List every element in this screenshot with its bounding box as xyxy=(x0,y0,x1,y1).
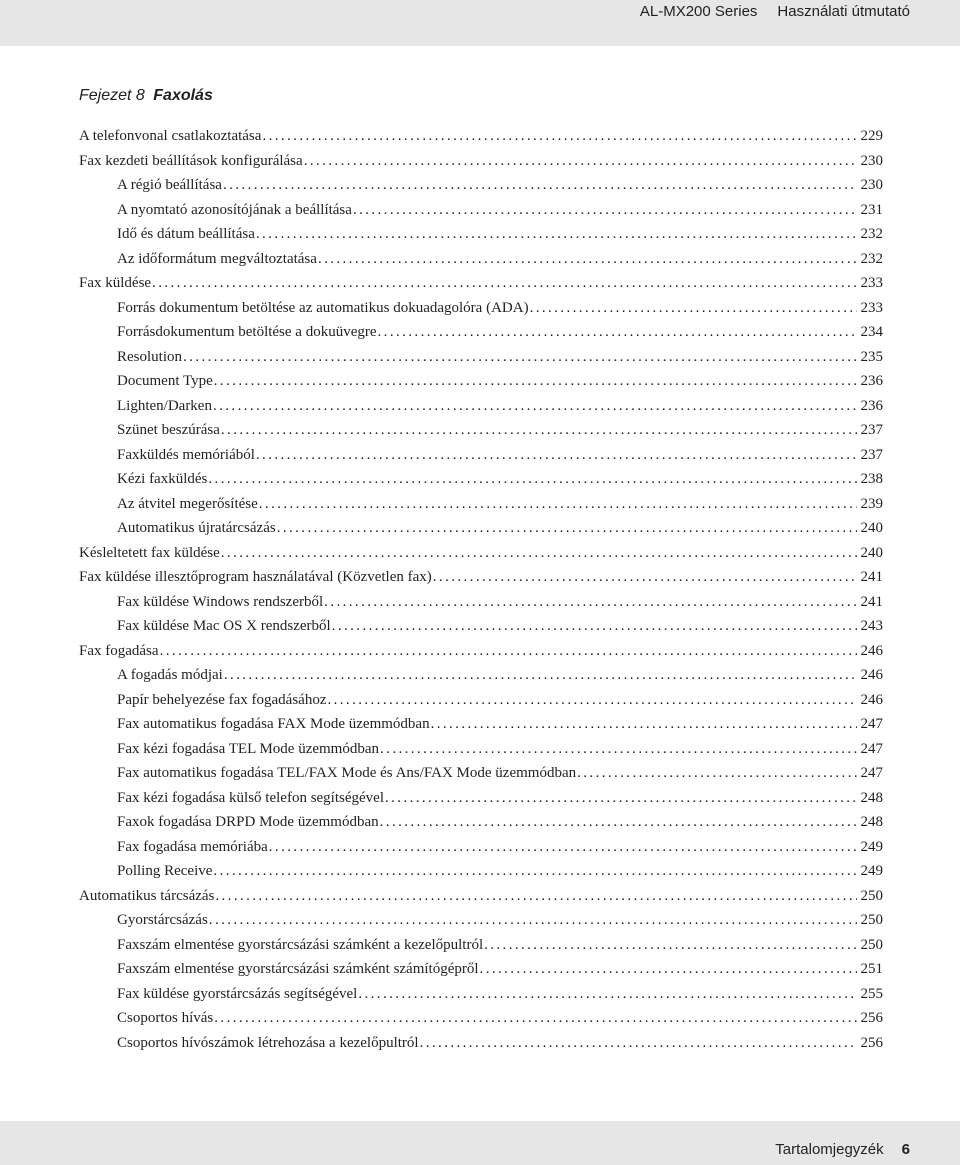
toc-leader-dots xyxy=(480,957,857,982)
toc-entry-title: Faxszám elmentése gyorstárcsázási számként számítógépről xyxy=(117,961,479,977)
toc-entry[interactable] xyxy=(79,394,883,419)
toc-leader-dots xyxy=(214,1006,856,1031)
toc-entry-page: 256 xyxy=(860,1034,883,1051)
toc-entry-title: Automatikus tárcsázás xyxy=(79,887,215,904)
toc-entry[interactable] xyxy=(79,247,883,272)
toc-entry[interactable] xyxy=(79,467,883,492)
toc-entry-title: Idő és dátum beállítása xyxy=(117,226,255,242)
toc-leader-dots xyxy=(318,247,857,272)
toc-entry-title: Fax küldése illesztőprogram használatával (Közvetlen fax) xyxy=(79,569,432,585)
toc-entry-title: Faxok fogadása DRPD Mode üzemmódban xyxy=(117,814,379,830)
toc-entry-page: 237 xyxy=(860,422,883,438)
toc-entry[interactable] xyxy=(79,516,883,541)
toc-leader-dots xyxy=(332,614,857,639)
toc-entry-title: Fax kézi fogadása külső telefon segítségével xyxy=(117,789,384,806)
toc-entry[interactable] xyxy=(79,541,883,566)
toc-entry-title: A telefonvonal csatlakoztatása xyxy=(79,128,262,144)
toc-leader-dots xyxy=(380,737,856,762)
toc-entry-title: Automatikus újratárcsázás xyxy=(117,520,276,536)
toc-entry-title: Kézi faxküldés xyxy=(117,471,208,487)
toc-entry[interactable] xyxy=(79,345,883,370)
toc-entry[interactable] xyxy=(79,908,883,933)
toc-leader-dots xyxy=(269,835,857,860)
toc-entry-page: 246 xyxy=(860,691,883,708)
toc-entry-page: 250 xyxy=(860,912,883,928)
toc-entry-title: Szünet beszúrása xyxy=(117,422,220,438)
toc-entry-title: Fax fogadása xyxy=(79,642,159,659)
toc-leader-dots xyxy=(380,810,857,835)
toc-leader-dots xyxy=(484,933,856,958)
toc-entry[interactable] xyxy=(79,761,883,786)
toc-entry[interactable] xyxy=(79,1006,883,1031)
toc-entry[interactable] xyxy=(79,173,883,198)
toc-leader-dots xyxy=(577,761,856,786)
toc-entry-title: Fax küldése xyxy=(79,275,152,291)
toc-entry-title: A régió beállítása xyxy=(117,177,222,193)
toc-entry-page: 240 xyxy=(860,520,883,536)
toc-entry-title: Az átvitel megerősítése xyxy=(117,495,258,512)
toc-leader-dots xyxy=(358,982,856,1007)
toc-entry-title: Faxküldés memóriából xyxy=(117,446,255,463)
toc-entry-title: Papír behelyezése fax fogadásához xyxy=(117,691,327,708)
toc-entry-title: Polling Receive xyxy=(117,863,213,879)
toc-entry[interactable] xyxy=(79,590,883,615)
toc-entry-page: 229 xyxy=(860,128,883,144)
toc-entry-page: 241 xyxy=(860,569,883,585)
toc-leader-dots xyxy=(259,492,857,517)
footer-section: Tartalomjegyzék xyxy=(775,1140,884,1158)
toc-entry-page: 235 xyxy=(860,348,883,365)
toc-entry-page: 248 xyxy=(860,814,883,830)
toc-leader-dots xyxy=(530,296,857,321)
toc-leader-dots xyxy=(213,394,857,419)
toc-entry-title: Fax kezdeti beállítások konfigurálása xyxy=(79,152,303,169)
toc-entry-page: 256 xyxy=(860,1010,883,1026)
toc-leader-dots xyxy=(224,663,857,688)
toc-entry-page: 247 xyxy=(860,740,883,757)
toc-entry[interactable] xyxy=(79,198,883,223)
footer-page-number: 6 xyxy=(901,1140,910,1158)
toc-entry-title: Fax küldése gyorstárcsázás segítségével xyxy=(117,985,358,1002)
toc-entry-page: 255 xyxy=(860,985,883,1002)
toc-leader-dots xyxy=(304,149,857,174)
toc-entry-page: 248 xyxy=(860,789,883,806)
toc-entry-page: 239 xyxy=(860,495,883,512)
page-footer xyxy=(0,1121,960,1165)
toc-entry-page: 230 xyxy=(860,177,883,193)
toc-entry[interactable] xyxy=(79,320,883,345)
toc-leader-dots xyxy=(431,712,857,737)
toc-entry-title: Fax kézi fogadása TEL Mode üzemmódban xyxy=(117,740,380,757)
toc-leader-dots xyxy=(214,369,857,394)
toc-entry[interactable] xyxy=(79,957,883,982)
toc-entry-title: Az időformátum megváltoztatása xyxy=(117,250,317,267)
toc-entry-page: 234 xyxy=(860,324,883,340)
toc-entry-title: A nyomtató azonosítójának a beállítása xyxy=(117,201,352,218)
toc-leader-dots xyxy=(327,688,856,713)
toc-entry[interactable] xyxy=(79,124,883,149)
toc-entry[interactable] xyxy=(79,810,883,835)
footer-text xyxy=(775,1139,910,1159)
toc-entry[interactable] xyxy=(79,222,883,247)
toc-entry-page: 249 xyxy=(860,838,883,855)
toc-entry[interactable] xyxy=(79,565,883,590)
toc-entry-title: Gyorstárcsázás xyxy=(117,912,208,928)
chapter-heading xyxy=(79,87,213,105)
toc-entry-page: 249 xyxy=(860,863,883,879)
toc-entry-page: 246 xyxy=(860,667,883,683)
toc-entry-title: Forrás dokumentum betöltése az automatikus dokuadagolóra (ADA) xyxy=(117,299,529,316)
toc-entry-title: Document Type xyxy=(117,373,213,389)
chapter-name: Faxolás xyxy=(153,87,213,104)
toc-entry-title: Fax automatikus fogadása TEL/FAX Mode és Ans/FAX Mode üzemmódban xyxy=(117,765,577,781)
toc-leader-dots xyxy=(277,516,857,541)
toc-entry[interactable] xyxy=(79,296,883,321)
toc-entry[interactable] xyxy=(79,663,883,688)
toc-entry[interactable] xyxy=(79,712,883,737)
toc-leader-dots xyxy=(353,198,857,223)
toc-leader-dots xyxy=(420,1031,857,1056)
toc-entry-page: 241 xyxy=(860,593,883,610)
chapter-label: Fejezet 8 xyxy=(79,87,145,104)
toc-entry[interactable] xyxy=(79,369,883,394)
toc-entry-page: 236 xyxy=(860,373,883,389)
toc-entry-title: Forrásdokumentum betöltése a dokuüvegre xyxy=(117,324,377,340)
toc-leader-dots xyxy=(160,639,857,664)
toc-leader-dots xyxy=(256,443,857,468)
toc-entry[interactable] xyxy=(79,786,883,811)
toc-entry-page: 232 xyxy=(860,226,883,242)
toc-entry[interactable] xyxy=(79,933,883,958)
toc-entry-page: 250 xyxy=(860,936,883,953)
toc-entry-page: 233 xyxy=(860,299,883,316)
toc-entry-title: Resolution xyxy=(117,348,183,365)
toc-entry-page: 247 xyxy=(860,716,883,732)
toc-entry-page: 240 xyxy=(860,544,883,561)
page-header xyxy=(0,0,960,46)
header-text xyxy=(640,0,910,22)
toc-leader-dots xyxy=(213,859,856,884)
toc-entry[interactable] xyxy=(79,443,883,468)
toc-leader-dots xyxy=(324,590,856,615)
toc-entry[interactable] xyxy=(79,1031,883,1056)
toc-leader-dots xyxy=(262,124,856,149)
toc-entry-page: 236 xyxy=(860,397,883,414)
header-doc-title: Használati útmutató xyxy=(777,2,910,20)
toc-leader-dots xyxy=(183,345,856,370)
toc-entry-title: Faxszám elmentése gyorstárcsázási számként a kezelőpultról xyxy=(117,936,484,953)
toc-entry[interactable] xyxy=(79,149,883,174)
toc-entry[interactable] xyxy=(79,271,883,296)
table-of-contents xyxy=(79,124,883,1055)
toc-entry-title: Csoportos hívószámok létrehozása a kezelőpultról xyxy=(117,1034,419,1051)
toc-leader-dots xyxy=(209,908,857,933)
toc-entry[interactable] xyxy=(79,639,883,664)
toc-entry-page: 233 xyxy=(860,275,883,291)
toc-entry-title: Fax küldése Windows rendszerből xyxy=(117,593,324,610)
toc-entry[interactable] xyxy=(79,737,883,762)
toc-entry-page: 237 xyxy=(860,446,883,463)
toc-entry[interactable] xyxy=(79,614,883,639)
toc-entry[interactable] xyxy=(79,688,883,713)
toc-entry[interactable] xyxy=(79,418,883,443)
toc-leader-dots xyxy=(152,271,856,296)
toc-entry-page: 247 xyxy=(860,765,883,781)
toc-entry[interactable] xyxy=(79,835,883,860)
toc-leader-dots xyxy=(385,786,857,811)
toc-entry[interactable] xyxy=(79,884,883,909)
toc-leader-dots xyxy=(221,418,857,443)
toc-entry-page: 243 xyxy=(860,618,883,634)
toc-leader-dots xyxy=(215,884,856,909)
header-product: AL-MX200 Series xyxy=(639,2,758,20)
toc-leader-dots xyxy=(433,565,857,590)
toc-leader-dots xyxy=(221,541,857,566)
toc-entry-page: 238 xyxy=(860,471,883,487)
toc-entry-page: 230 xyxy=(860,152,883,169)
toc-entry-title: Lighten/Darken xyxy=(117,397,212,414)
toc-entry[interactable] xyxy=(79,982,883,1007)
toc-entry-title: Fax automatikus fogadása FAX Mode üzemmódban xyxy=(117,716,430,732)
toc-entry-page: 250 xyxy=(860,887,883,904)
toc-entry-title: A fogadás módjai xyxy=(117,667,223,683)
toc-leader-dots xyxy=(208,467,856,492)
toc-entry-title: Fax küldése Mac OS X rendszerből xyxy=(117,618,331,634)
toc-entry[interactable] xyxy=(79,492,883,517)
toc-leader-dots xyxy=(256,222,857,247)
toc-entry-page: 251 xyxy=(860,961,883,977)
toc-entry-page: 232 xyxy=(860,250,883,267)
toc-leader-dots xyxy=(223,173,857,198)
toc-entry-title: Csoportos hívás xyxy=(117,1010,214,1026)
toc-entry-title: Fax fogadása memóriába xyxy=(117,838,268,855)
toc-leader-dots xyxy=(378,320,857,345)
toc-entry-page: 246 xyxy=(860,642,883,659)
toc-entry[interactable] xyxy=(79,859,883,884)
toc-entry-title: Késleltetett fax küldése xyxy=(79,544,220,561)
toc-entry-page: 231 xyxy=(860,201,883,218)
